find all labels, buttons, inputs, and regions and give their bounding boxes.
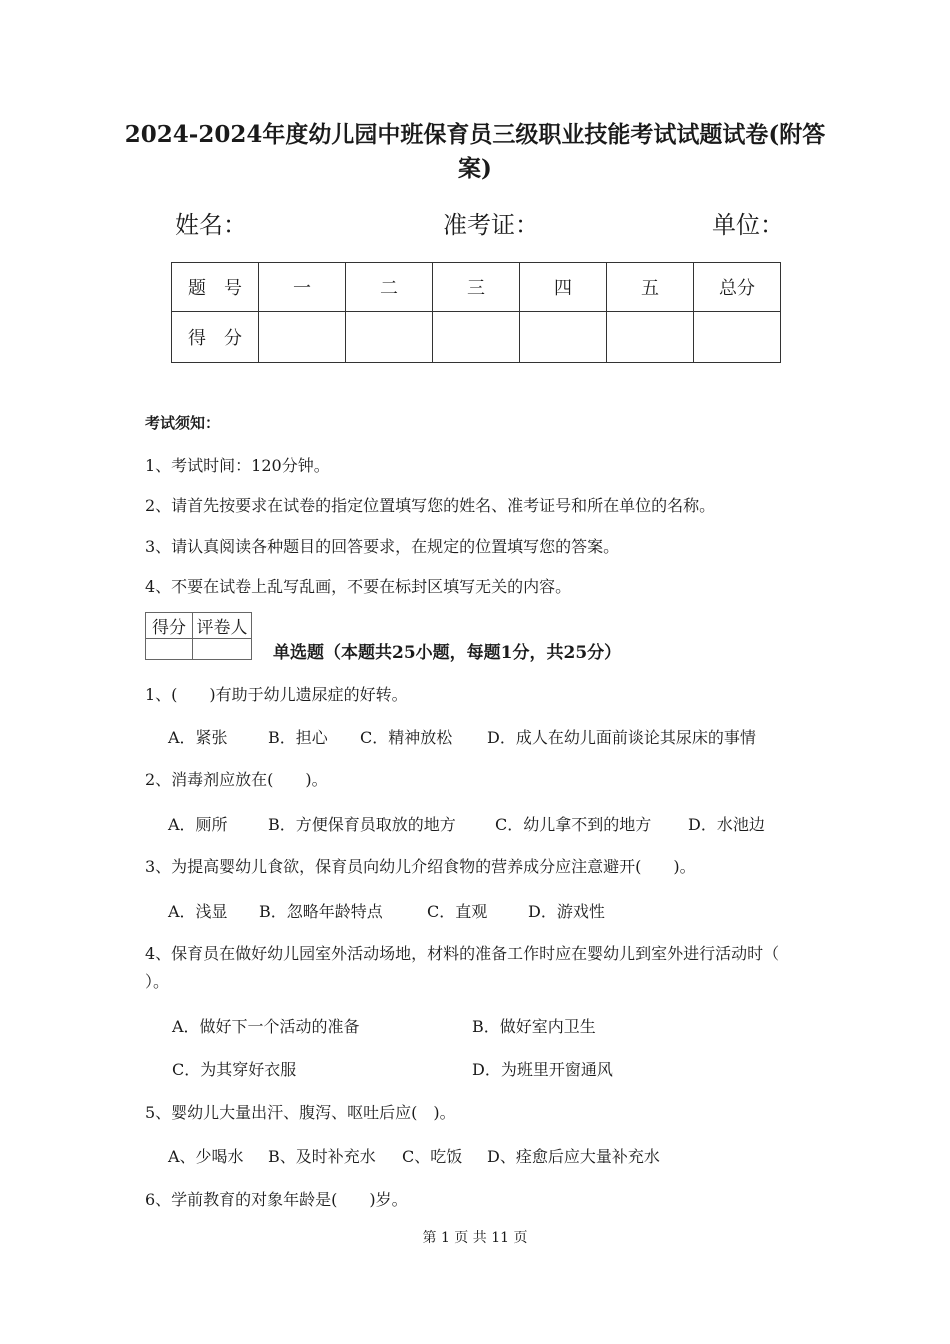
score-cell[interactable] bbox=[607, 312, 694, 363]
score-table-header-cell: 题 号 bbox=[172, 263, 259, 312]
answer-option: C．为其穿好衣服 bbox=[172, 1060, 297, 1079]
grader-score-cell[interactable] bbox=[146, 639, 193, 660]
title-line-2: 案) bbox=[458, 155, 492, 182]
score-table-header-cell: 二 bbox=[346, 263, 433, 312]
section-title: 单选题（本题共25小题，每题1分，共25分） bbox=[273, 643, 622, 663]
question-stem: 6、学前教育的对象年龄是( )岁。 bbox=[145, 1190, 408, 1209]
score-row-label: 得 分 bbox=[172, 312, 259, 363]
document-title bbox=[120, 118, 830, 186]
answer-option: B、及时补充水 bbox=[268, 1147, 376, 1166]
answer-option: B．担心 bbox=[268, 728, 328, 747]
title-line-1: 2024-2024年度幼儿园中班保育员三级职业技能考试试题试卷(附答 bbox=[124, 121, 826, 148]
answer-option: C．精神放松 bbox=[360, 728, 453, 747]
score-table-header-cell: 一 bbox=[259, 263, 346, 312]
grader-box-score-label: 得分 bbox=[146, 613, 193, 639]
page-footer: 第 1 页 共 11 页 bbox=[422, 1230, 528, 1246]
score-cell[interactable] bbox=[346, 312, 433, 363]
score-cell[interactable] bbox=[259, 312, 346, 363]
question-stem: 2、消毒剂应放在( )。 bbox=[145, 770, 328, 789]
answer-option: C、吃饭 bbox=[402, 1147, 463, 1166]
score-table-header-cell: 总分 bbox=[694, 263, 781, 312]
notice-item: 2、请首先按要求在试卷的指定位置填写您的姓名、准考证号和所在单位的名称。 bbox=[145, 496, 716, 515]
answer-option: C．直观 bbox=[427, 902, 488, 921]
answer-option: A、少喝水 bbox=[168, 1147, 244, 1166]
name-field-label: 姓名： bbox=[175, 211, 247, 239]
score-table-header-cell: 五 bbox=[607, 263, 694, 312]
exam-number-field-label: 准考证： bbox=[443, 211, 539, 239]
answer-option: A．做好下一个活动的准备 bbox=[172, 1017, 360, 1036]
notice-item: 3、请认真阅读各种题目的回答要求，在规定的位置填写您的答案。 bbox=[145, 537, 620, 556]
score-table-header-cell: 三 bbox=[433, 263, 520, 312]
grader-name-cell[interactable] bbox=[193, 639, 252, 660]
answer-option: B．做好室内卫生 bbox=[472, 1017, 596, 1036]
score-cell[interactable] bbox=[433, 312, 520, 363]
unit-field-label: 单位： bbox=[712, 211, 784, 239]
question-stem: 1、( )有助于幼儿遗尿症的好转。 bbox=[145, 685, 408, 704]
score-cell[interactable] bbox=[520, 312, 607, 363]
notice-item: 1、考试时间：120分钟。 bbox=[145, 456, 330, 475]
answer-option: A．紧张 bbox=[168, 728, 228, 747]
score-table-header-cell: 四 bbox=[520, 263, 607, 312]
answer-option: B．方便保育员取放的地方 bbox=[268, 815, 456, 834]
question-stem: 3、为提高婴幼儿食欲，保育员向幼儿介绍食物的营养成分应注意避开( )。 bbox=[145, 857, 696, 876]
score-cell[interactable] bbox=[694, 312, 781, 363]
answer-option: A．厕所 bbox=[168, 815, 228, 834]
notice-item: 4、不要在试卷上乱写乱画，不要在标封区填写无关的内容。 bbox=[145, 577, 572, 596]
grader-box-grader-label: 评卷人 bbox=[193, 613, 252, 639]
answer-option: A．浅显 bbox=[168, 902, 228, 921]
question-stem: 5、婴幼儿大量出汗、腹泻、呕吐后应( )。 bbox=[145, 1103, 456, 1122]
score-table-header-row bbox=[172, 263, 781, 312]
answer-option: D．游戏性 bbox=[528, 902, 605, 921]
answer-option: D．成人在幼儿面前谈论其尿床的事情 bbox=[487, 728, 756, 747]
answer-option: D、痊愈后应大量补充水 bbox=[487, 1147, 660, 1166]
score-table bbox=[171, 262, 781, 363]
answer-option: D．为班里开窗通风 bbox=[472, 1060, 613, 1079]
notice-heading: 考试须知： bbox=[145, 414, 221, 432]
question-stem: 4、保育员在做好幼儿园室外活动场地，材料的准备工作时应在婴幼儿到室外进行活动时（ bbox=[145, 944, 780, 963]
answer-option: B．忽略年龄特点 bbox=[259, 902, 383, 921]
answer-option: D．水池边 bbox=[688, 815, 765, 834]
question-stem-continued: ）。 bbox=[145, 972, 170, 991]
answer-option: C．幼儿拿不到的地方 bbox=[495, 815, 652, 834]
score-table-score-row bbox=[172, 312, 781, 363]
grader-box bbox=[145, 612, 252, 660]
